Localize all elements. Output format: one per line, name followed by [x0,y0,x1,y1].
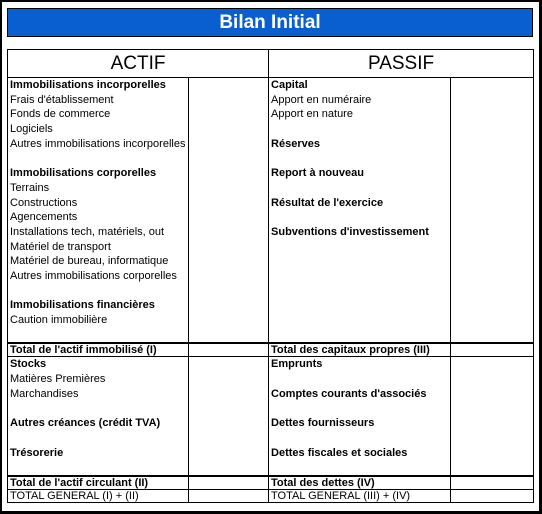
line-item [271,269,450,284]
section-heading: Autres créances (crédit TVA) [10,417,161,430]
section-heading: Comptes courants d'associés [271,387,427,400]
page-title: Bilan Initial [7,8,533,37]
line-item: Matières Premières [10,373,106,386]
line-item [271,401,450,416]
section-heading: Subventions d'investissement [271,225,429,238]
line-item: Autres immobilisations incorporelles [10,137,186,150]
passif-block2-amounts[interactable] [451,357,534,476]
line-item: Logiciels [10,123,53,136]
passif-block1-amounts[interactable] [451,78,534,344]
actif-block1-amounts[interactable] [189,78,269,344]
line-item [10,401,188,416]
line-item [10,284,188,299]
line-item [271,313,450,328]
line-item: Frais d'établissement [10,93,114,106]
section-heading: Immobilisations corporelles [10,167,157,180]
line-item [10,431,188,446]
line-item: Terrains [10,181,50,194]
line-item: Apport en numéraire [271,93,372,106]
line-item [10,328,188,343]
passif-block2-labels [269,357,451,476]
section-heading: Réserves [271,137,320,150]
line-item: Agencements [10,211,78,224]
line-item [271,122,450,137]
section-heading: Dettes fiscales et sociales [271,446,408,459]
line-item [271,284,450,299]
total-actif-immobilise-amount[interactable] [189,343,269,357]
line-item [10,460,188,475]
total-capitaux-propres: Total des capitaux propres (III) [269,343,451,357]
actif-block1-labels [8,78,189,344]
line-item [271,181,450,196]
line-item [271,460,450,475]
total-dettes-amount[interactable] [451,476,534,490]
line-item [271,210,450,225]
actif-block2-labels [8,357,189,476]
line-item: Matériel de bureau, informatique [10,255,169,268]
actif-header: ACTIF [8,50,269,78]
total-actif-circulant-amount[interactable] [189,476,269,490]
bilan-table [7,49,534,503]
line-item [271,328,450,343]
section-heading: Résultat de l'exercice [271,196,384,209]
section-heading: Capital [271,79,308,91]
line-item: Fonds de commerce [10,108,111,121]
line-item [271,240,450,255]
line-item [271,298,450,313]
line-item [271,372,450,387]
line-item [271,254,450,269]
total-dettes: Total des dettes (IV) [269,476,451,490]
section-heading: Stocks [10,358,47,371]
line-item [271,431,450,446]
line-item: Apport en nature [271,108,353,121]
section-heading: Immobilisations incorporelles [10,79,166,91]
total-capitaux-propres-amount[interactable] [451,343,534,357]
actif-block2-amounts[interactable] [189,357,269,476]
line-item: Caution immobilière [10,314,108,326]
line-item [10,151,188,166]
total-general-passif: TOTAL GENERAL (III) + (IV) [269,489,451,502]
passif-header: PASSIF [269,50,534,78]
line-item [271,151,450,166]
passif-block1-labels [269,78,451,344]
line-item: Matériel de transport [10,240,111,253]
total-actif-immobilise: Total de l'actif immobilisé (I) [8,343,189,357]
line-item: Marchandises [10,387,79,400]
total-actif-circulant: Total de l'actif circulant (II) [8,476,189,490]
balance-sheet [2,2,539,511]
line-item: Constructions [10,196,78,209]
total-general-actif: TOTAL GENERAL (I) + (II) [8,489,189,502]
section-heading: Immobilisations financières [10,299,155,312]
line-item: Installations tech, matériels, out [10,225,165,238]
section-heading: Emprunts [271,358,323,371]
total-general-actif-amount[interactable] [189,489,269,502]
section-heading: Report à nouveau [271,167,364,180]
total-general-passif-amount[interactable] [451,489,534,502]
section-heading: Trésorerie [10,446,64,459]
line-item: Autres immobilisations corporelles [10,269,177,282]
section-heading: Dettes fournisseurs [271,417,375,430]
